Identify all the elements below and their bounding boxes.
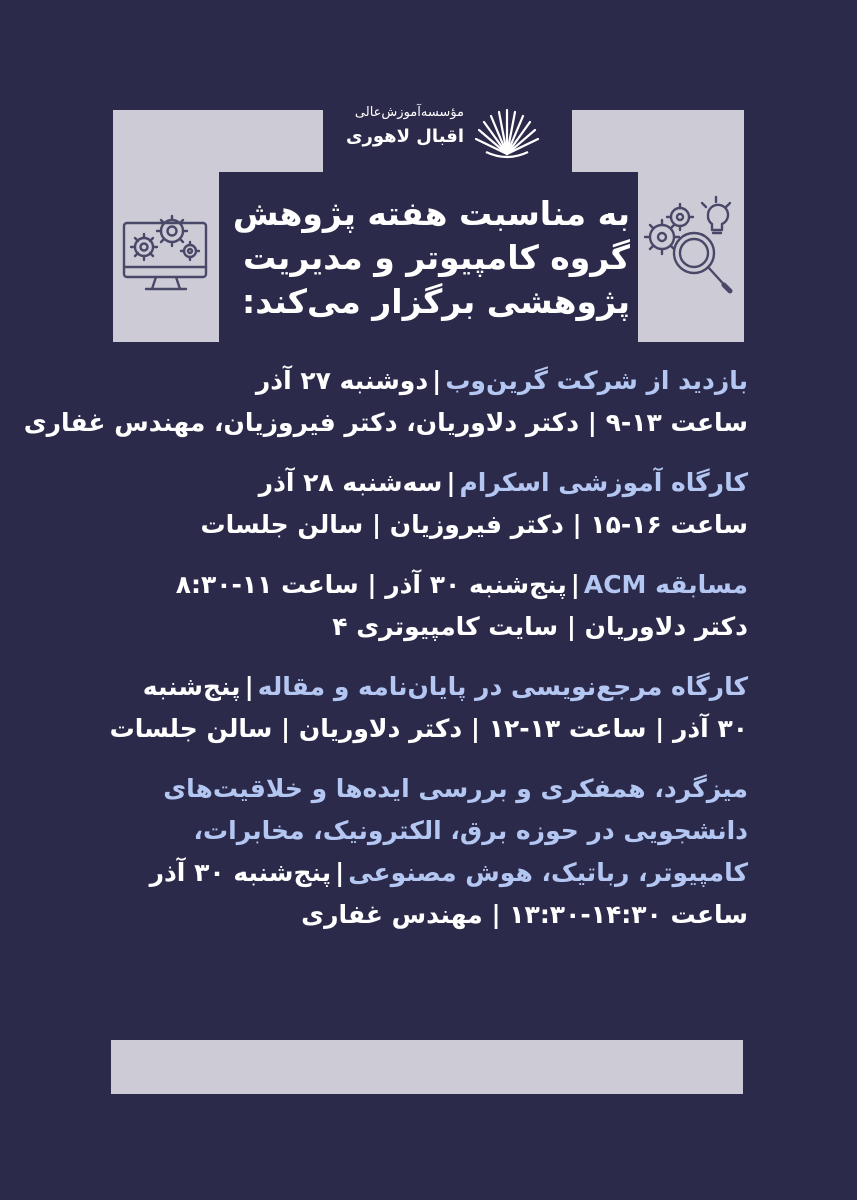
event-date: پنج‌شنبه: [142, 672, 241, 701]
event-title: بازدید از شرکت گرین‌وب: [445, 366, 748, 395]
event-acm-contest: [108, 564, 748, 648]
separator: |: [446, 468, 456, 497]
event-line: [108, 462, 748, 504]
separator: |: [432, 366, 442, 395]
event-details: ساعت ۱۳-۹ | دکتر دلاوریان، دکتر فیروزیان، مهندس غفاری: [23, 408, 748, 437]
event-details: ساعت ۱۶-۱۵ | دکتر فیروزیان | سالن جلسات: [200, 510, 748, 539]
event-title: مسابقه ACM: [583, 570, 748, 599]
separator: |: [244, 672, 254, 701]
computer-gears-icon: [120, 205, 212, 297]
headline-line-2: گروه کامپیوتر و مدیریت: [243, 238, 630, 277]
event-title-line-1: میزگرد، همفکری و بررسی ایده‌ها و خلاقیت‌های: [163, 774, 748, 803]
event-citation-workshop: [108, 666, 748, 750]
event-line: [108, 666, 748, 708]
frame-right-horizontal: [572, 110, 744, 172]
frame-bottom-bar: [111, 1040, 743, 1094]
event-line: [108, 564, 748, 606]
separator: |: [335, 858, 345, 887]
event-title-line-3: کامپیوتر، رباتیک، هوش مصنوعی: [348, 858, 748, 887]
event-roundtable: [108, 768, 748, 936]
headline-line-1: به مناسبت هفته پژوهش: [232, 194, 630, 233]
event-title: کارگاه مرجع‌نویسی در پایان‌نامه و مقاله: [257, 672, 748, 701]
event-title: کارگاه آموزشی اسکرام: [459, 468, 748, 497]
gears-magnifier-bulb-icon: [642, 195, 738, 299]
event-greenweb-visit: [23, 360, 748, 444]
institute-logo: [322, 98, 542, 166]
frame-left-horizontal: [113, 110, 323, 172]
event-details: دکتر دلاوریان | سایت کامپیوتری ۴: [332, 612, 748, 641]
lotus-logo-icon: [472, 102, 542, 162]
separator: |: [570, 570, 580, 599]
logo-line-1: مؤسسه‌آموزش‌عالی: [354, 105, 464, 120]
event-scrum-workshop: [108, 462, 748, 546]
event-date: سه‌شنبه ۲۸ آذر: [258, 468, 443, 497]
event-line: [108, 852, 748, 894]
event-details: ساعت ۱۴:۳۰-۱۳:۳۰ | مهندس غفاری: [301, 900, 748, 929]
events-list: [23, 360, 748, 954]
event-date: پنج‌شنبه ۳۰ آذر: [149, 858, 332, 887]
logo-line-2: اقبال لاهوری: [346, 126, 464, 147]
event-date: دوشنبه ۲۷ آذر: [255, 366, 429, 395]
event-title-line-2: دانشجویی در حوزه برق، الکترونیک، مخابرات،: [193, 816, 748, 845]
logo-text: [346, 104, 464, 152]
headline: [230, 192, 630, 324]
event-date: پنج‌شنبه ۳۰ آذر | ساعت ۱۱-۸:۳۰: [175, 570, 567, 599]
headline-line-3: پژوهشی برگزار می‌کند:: [242, 282, 630, 321]
event-details: ۳۰ آذر | ساعت ۱۳-۱۲ | دکتر دلاوریان | سالن جلسات: [109, 714, 748, 743]
event-line: [108, 360, 748, 402]
